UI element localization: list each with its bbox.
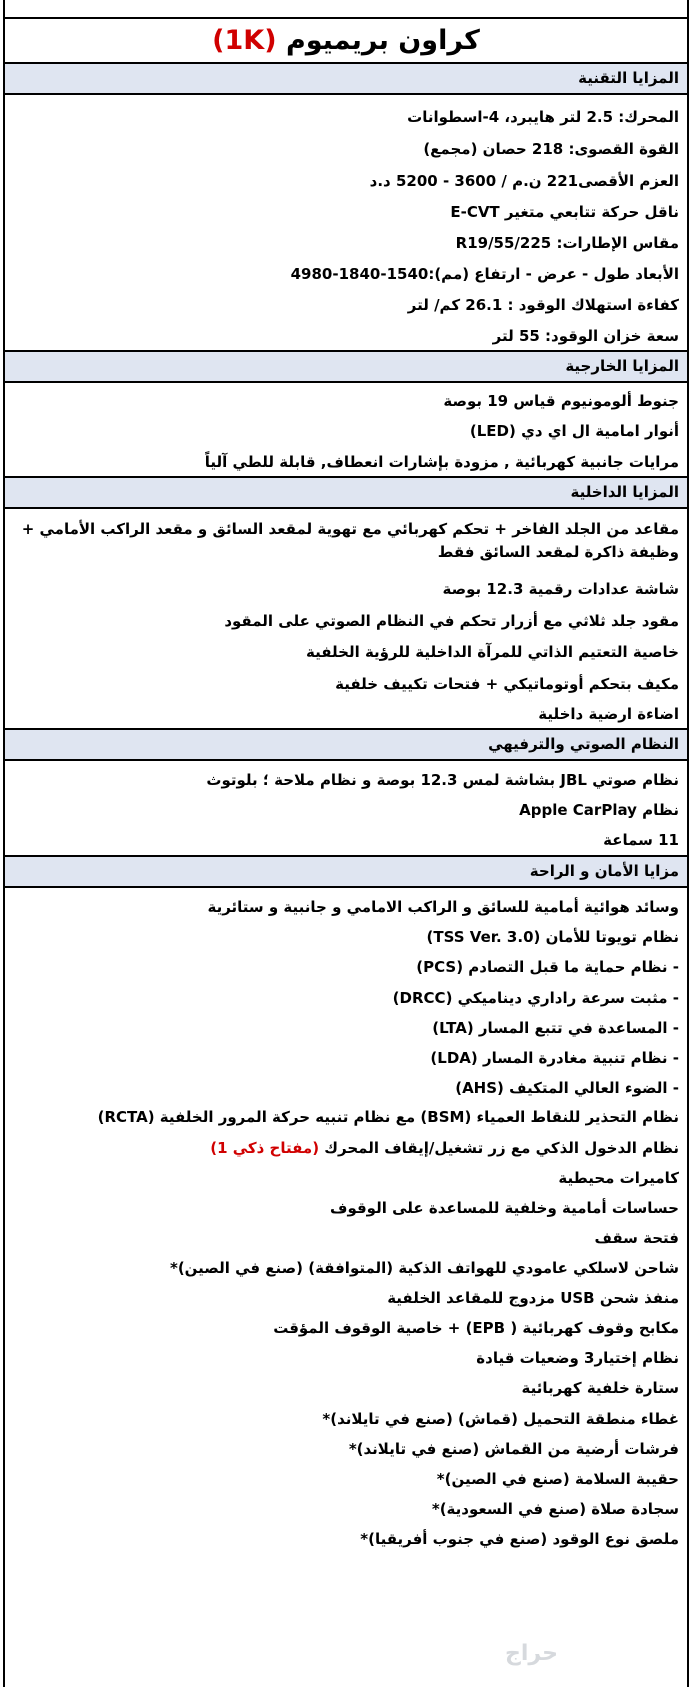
spec-row: العزم الأقصى221 ن.م / 3600 - 5200 د.د xyxy=(369,172,679,190)
spec-row: 11 سماعة xyxy=(603,831,679,849)
section-header-interior: المزايا الداخلية xyxy=(5,476,687,509)
spec-row: - نظام تنبية مغادرة المسار (LDA) xyxy=(430,1049,679,1067)
smart-entry-text: نظام الدخول الذكي مع زر تشغيل/إيقاف المحرك xyxy=(324,1139,679,1157)
spec-row: نظام التحذير للنقاط العمياء (BSM) مع نظام تنبيه حركة المرور الخلفية (RCTA) xyxy=(97,1108,679,1126)
spec-row: سجادة صلاة (صنع في السعودية)* xyxy=(431,1500,679,1518)
spec-row: جنوط ألومونيوم قياس 19 بوصة xyxy=(443,392,679,410)
spec-row: المحرك: 2.5 لتر هايبرد، 4-اسطوانات xyxy=(407,108,679,126)
spec-row: حساسات أمامية وخلفية للمساعدة على الوقوف xyxy=(330,1199,679,1217)
title-main: كراون بريميوم xyxy=(285,25,480,56)
spec-row: مرايات جانبية كهربائية , مزودة بإشارات انعطاف, قابلة للطي آلياً xyxy=(204,453,679,471)
section-header-safety: مزايا الأمان و الراحة xyxy=(5,855,687,888)
spec-row: ملصق نوع الوقود (صنع في جنوب أفريقيا)* xyxy=(360,1530,679,1548)
spec-row: شاحن لاسلكي عامودي للهواتف الذكية (المتوافقة) (صنع في الصين)* xyxy=(169,1259,679,1277)
spec-row: كفاءة استهلاك الوقود : 26.1 كم/ لتر xyxy=(407,296,679,314)
spec-row: غطاء منطقة التحميل (قماش) (صنع في تايلاند)* xyxy=(322,1410,679,1428)
section-header-technical: المزايا التقنية xyxy=(5,62,687,95)
spec-row: شاشة عدادات رقمية 12.3 بوصة xyxy=(442,580,679,598)
spec-row: فتحة سقف xyxy=(594,1229,679,1247)
haraj-watermark: حراج xyxy=(505,1641,558,1666)
spec-row: - نظام حماية ما قبل التصادم (PCS) xyxy=(416,958,679,976)
spec-row: - المساعدة في تتبع المسار (LTA) xyxy=(432,1019,679,1037)
spec-row: خاصية التعتيم الذاتي للمرآة الداخلية للرؤية الخلفية xyxy=(306,643,679,661)
spec-row: - مثبت سرعة راداري ديناميكي (DRCC) xyxy=(392,989,679,1007)
spec-row: نظام تويوتا للأمان (TSS Ver. 3.0) xyxy=(426,928,679,946)
spec-row: فرشات أرضية من القماش (صنع في تايلاند)* xyxy=(348,1440,679,1458)
spec-row: حقيبة السلامة (صنع في الصين)* xyxy=(436,1470,679,1488)
spec-row: وسائد هوائية أمامية للسائق و الراكب الامامي و جانبية و ستائرية xyxy=(207,898,679,916)
spec-row: ستارة خلفية كهربائية xyxy=(521,1379,679,1397)
title-code: (1K) xyxy=(212,25,277,56)
spec-row: اضاءة ارضية داخلية xyxy=(538,705,679,723)
spec-row: مكيف بتحكم أوتوماتيكي + فتحات تكييف خلفية xyxy=(335,675,679,693)
spec-row: ناقل حركة تتابعي متغير E-CVT xyxy=(450,203,679,221)
smart-key-note: (مفتاح ذكي 1) xyxy=(210,1139,320,1157)
section-header-exterior: المزايا الخارجية xyxy=(5,350,687,383)
spec-row: مقاعد من الجلد الفاخر + تحكم كهربائي مع تهوية لمقعد السائق و مقعد الراكب الأمامي + وظيفة ذاكرة لمقعد السائق فقط xyxy=(21,520,679,561)
spec-row: نظام Apple CarPlay xyxy=(519,801,679,819)
page-title xyxy=(5,18,687,65)
spec-sheet xyxy=(3,0,689,1687)
spec-row: مقاس الإطارات: R19/55/225 xyxy=(455,234,679,252)
spec-row: سعة خزان الوقود: 55 لتر xyxy=(492,327,679,345)
top-strip xyxy=(5,0,687,19)
spec-row: - الضوء العالي المتكيف (AHS) xyxy=(455,1079,679,1097)
spec-row: أنوار امامية ال اي دي (LED) xyxy=(469,422,679,440)
spec-row: كاميرات محيطية xyxy=(558,1169,679,1187)
spec-row: منفذ شحن USB مزدوج للمقاعد الخلفية xyxy=(387,1289,679,1307)
spec-row-smart-entry xyxy=(11,1137,679,1159)
spec-row: مقود جلد ثلاثي مع أزرار تحكم في النظام الصوتي على المقود xyxy=(224,612,679,630)
spec-row: الأبعاد طول - عرض - ارتفاع (مم):1540-1840-4980 xyxy=(290,265,679,283)
spec-row: نظام صوتي JBL بشاشة لمس 12.3 بوصة و نظام ملاحة ؛ بلوتوث xyxy=(206,771,679,789)
spec-row: القوة القصوى: 218 حصان (مجمع) xyxy=(423,140,679,158)
spec-row: مكابح وقوف كهربائية ( EPB) + خاصية الوقوف المؤقت xyxy=(273,1319,679,1337)
spec-row: نظام إختيار3 وضعيات قيادة xyxy=(476,1349,679,1367)
section-header-audio: النظام الصوتي والترفيهي xyxy=(5,728,687,761)
